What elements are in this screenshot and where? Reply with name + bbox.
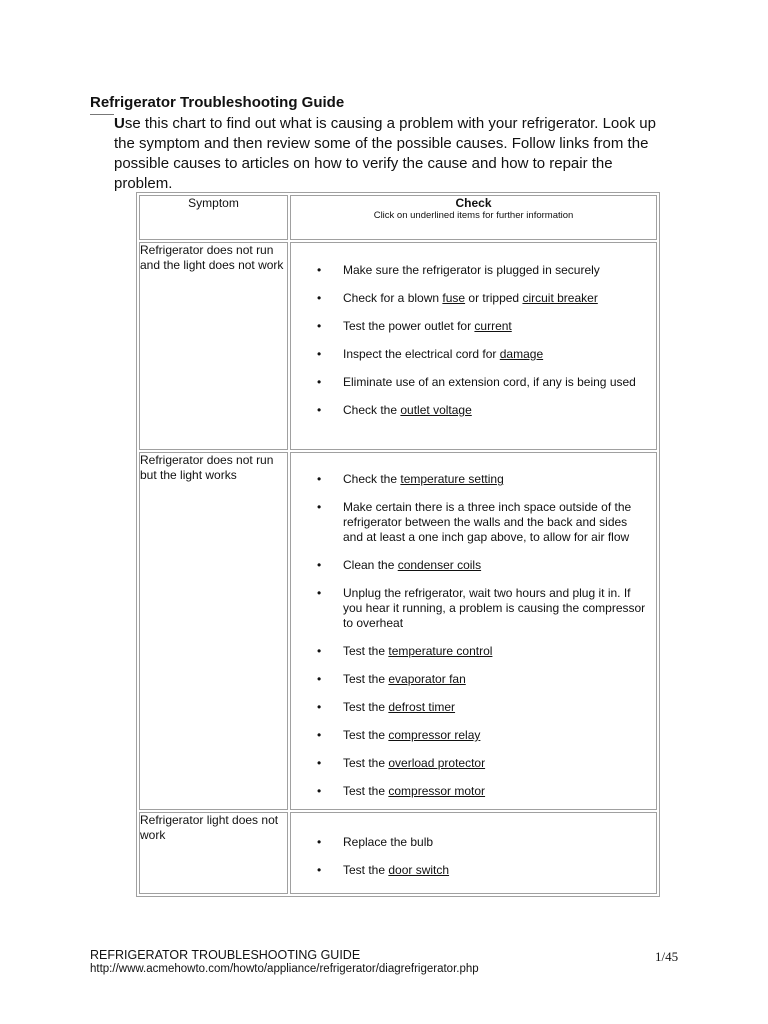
check-list xyxy=(291,243,656,428)
check-item-text: Make sure the refrigerator is plugged in securely xyxy=(343,263,600,277)
table-row xyxy=(139,812,657,894)
intro-paragraph xyxy=(114,114,674,194)
check-item xyxy=(314,403,646,418)
intro-indent-rule xyxy=(90,114,114,115)
check-item-text: Make certain there is a three inch space outside of the refrigerator between the walls and the back and sides and at least a one inch gap above, to allow for air flow xyxy=(343,500,632,544)
footer-title: REFRIGERATOR TROUBLESHOOTING GUIDE xyxy=(90,948,361,962)
symptom-cell: Refrigerator does not run but the light works xyxy=(139,452,288,810)
check-item-text: Test the xyxy=(343,644,389,658)
bullet-icon: • xyxy=(317,375,322,389)
troubleshooting-table xyxy=(136,192,660,897)
bullet-icon: • xyxy=(317,558,322,572)
check-item-link[interactable]: temperature setting xyxy=(400,472,504,486)
symptom-cell: Refrigerator light does not work xyxy=(139,812,288,894)
check-item xyxy=(314,586,646,631)
check-item-text: Test the xyxy=(343,672,389,686)
header-check xyxy=(290,195,657,240)
bullet-icon: • xyxy=(317,586,322,600)
header-check-subtitle: Click on underlined items for further information xyxy=(373,210,574,221)
intro-first-letter: U xyxy=(114,115,125,132)
check-list xyxy=(291,453,656,809)
footer-url: http://www.acmehowto.com/howto/appliance/refrigerator/diagrefrigerator.php xyxy=(90,963,479,975)
check-item-link[interactable]: current xyxy=(474,319,512,333)
check-cell xyxy=(290,812,657,894)
check-item xyxy=(314,558,646,573)
intro-text: se this chart to find out what is causing a problem with your refrigerator. Look up the symptom and then review some of the possible causes. Follow links from the possible causes to articles on how to verify the cause and how to repair the problem. xyxy=(114,115,656,192)
check-item xyxy=(314,700,646,715)
bullet-icon: • xyxy=(317,472,322,486)
table-row xyxy=(139,452,657,810)
bullet-icon: • xyxy=(317,700,322,714)
check-item-text: Test the xyxy=(343,784,389,798)
bullet-icon: • xyxy=(317,403,322,417)
check-item-text: Replace the bulb xyxy=(343,835,434,849)
bullet-icon: • xyxy=(317,319,322,333)
check-item xyxy=(314,672,646,687)
check-item-link[interactable]: door switch xyxy=(388,863,450,877)
bullet-icon: • xyxy=(317,263,322,277)
bullet-icon: • xyxy=(317,863,322,877)
check-cell xyxy=(290,242,657,450)
check-item xyxy=(314,291,646,306)
check-item-link[interactable]: compressor motor xyxy=(388,784,486,798)
symptom-cell: Refrigerator does not run and the light does not work xyxy=(139,242,288,450)
check-item-text: Test the xyxy=(343,700,389,714)
check-item-text: Test the xyxy=(343,863,389,877)
check-item-link[interactable]: damage xyxy=(499,347,544,361)
bullet-icon: • xyxy=(317,672,322,686)
bullet-icon: • xyxy=(317,644,322,658)
document-title: Refrigerator Troubleshooting Guide xyxy=(90,94,345,111)
bullet-icon: • xyxy=(317,500,322,514)
check-item xyxy=(314,756,646,771)
check-item-link[interactable]: outlet voltage xyxy=(400,403,472,417)
check-item-link[interactable]: overload protector xyxy=(388,756,486,770)
check-item-text: Test the xyxy=(343,728,389,742)
check-item-text: Clean the xyxy=(343,558,398,572)
check-item xyxy=(314,472,646,487)
bullet-icon: • xyxy=(317,835,322,849)
bullet-icon: • xyxy=(317,347,322,361)
check-item-text: Eliminate use of an extension cord, if any is being used xyxy=(343,375,636,389)
check-item-link[interactable]: circuit breaker xyxy=(522,291,598,305)
bullet-icon: • xyxy=(317,756,322,770)
check-item-text: or tripped xyxy=(465,291,523,305)
check-item-text: Test the xyxy=(343,756,389,770)
bullet-icon: • xyxy=(317,728,322,742)
header-symptom: Symptom xyxy=(139,195,288,240)
check-item xyxy=(314,784,646,799)
check-item-text: Test the power outlet for xyxy=(343,319,475,333)
check-item-link[interactable]: temperature control xyxy=(388,644,493,658)
check-item-link[interactable]: evaporator fan xyxy=(388,672,466,686)
check-list xyxy=(291,813,656,888)
check-item-text: Unplug the refrigerator, wait two hours and plug it in. If you hear it running, a problem is causing the compressor to overheat xyxy=(343,586,646,630)
check-item xyxy=(314,263,646,278)
table-row xyxy=(139,242,657,450)
check-item xyxy=(314,319,646,334)
check-item xyxy=(314,728,646,743)
header-check-title: Check xyxy=(455,196,492,210)
footer-page-number: 1/45 xyxy=(655,949,679,964)
check-item-text: Check for a blown xyxy=(343,291,443,305)
check-item-text: Inspect the electrical cord for xyxy=(343,347,500,361)
check-item xyxy=(314,835,646,850)
table-header-row xyxy=(139,195,657,240)
check-item xyxy=(314,644,646,659)
check-item-text: Check the xyxy=(343,472,401,486)
check-item xyxy=(314,500,646,545)
check-item-link[interactable]: condenser coils xyxy=(397,558,482,572)
check-item-text: Check the xyxy=(343,403,401,417)
bullet-icon: • xyxy=(317,291,322,305)
check-item xyxy=(314,347,646,362)
check-cell xyxy=(290,452,657,810)
bullet-icon: • xyxy=(317,784,322,798)
check-item-link[interactable]: fuse xyxy=(442,291,466,305)
check-item-link[interactable]: compressor relay xyxy=(388,728,481,742)
check-item xyxy=(314,375,646,390)
check-item-link[interactable]: defrost timer xyxy=(388,700,456,714)
check-item xyxy=(314,863,646,878)
